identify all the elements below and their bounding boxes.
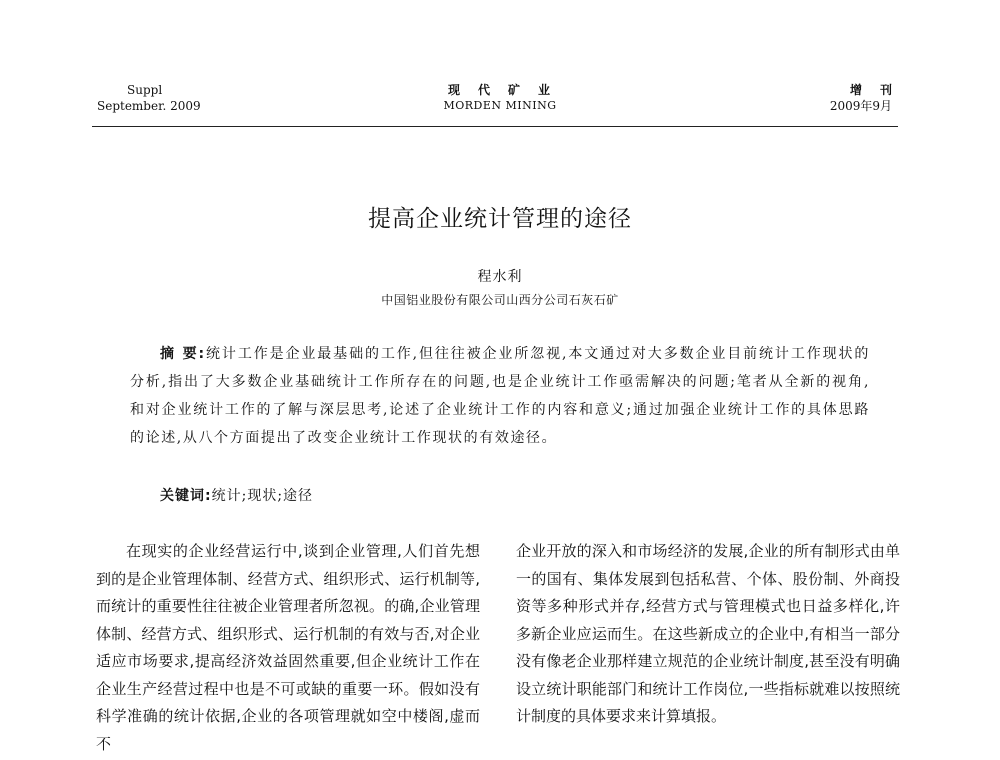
- article-title: 提高企业统计管理的途径: [368, 206, 632, 232]
- keywords: [160, 482, 760, 510]
- journal-name-en: MORDEN MINING: [443, 99, 557, 112]
- header-issue-type: Suppl: [127, 83, 163, 97]
- header-right: [780, 82, 910, 114]
- abstract: [130, 340, 870, 452]
- journal-name-cn: 现代矿业: [447, 83, 568, 97]
- keywords-label: 关键词:: [160, 488, 212, 504]
- abstract-label: 摘 要:: [160, 346, 206, 362]
- header-rule: [92, 126, 898, 127]
- body-column-left: 在现实的企业经营运行中,谈到企业管理,人们首先想到的是企业管理体制、经营方式、组织形式、运行机制等,而统计的重要性往往被企业管理者所忽视。的确,企业管理体制、经营方式、组织形式、运行机制的有效与否,对企业适应市场要求,提高经济效益固然重要,但企业统计工作在企业生产经营过程中也是不可或缺的重要一环。假如没有科学准确的统计依据,企业的各项管理就如空中楼阁,虚而不: [96, 542, 480, 753]
- abstract-text: 统计工作是企业最基础的工作,但往往被企业所忽视,本文通过对大多数企业目前统计工作现状的分析,指出了大多数企业基础统计工作所存在的问题,也是企业统计工作亟需解决的问题;笔者从全新的视角,和对企业统计工作的了解与深层思考,论述了企业统计工作的内容和意义;通过加强企业统计工作的具体思路的论述,从八个方面提出了改变企业统计工作现状的有效途径。: [130, 346, 870, 446]
- header-issue-date-cn: 2009年9月: [829, 99, 892, 113]
- header-issue-type-cn: 增刊: [849, 83, 910, 97]
- article-affiliation: 中国铝业股份有限公司山西分公司石灰石矿: [381, 293, 619, 307]
- keywords-text: 统计;现状;途径: [211, 488, 314, 504]
- header-issue-date: September. 2009: [97, 99, 201, 113]
- body-column-right: 企业开放的深入和市场经济的发展,企业的所有制形式由单一的国有、集体发展到包括私营、个体、股份制、外商投资等多种形式并存,经营方式与管理模式也日益多样化,许多新企业应运而生。在这些新成立的企业中,有相当一部分没有像老企业那样建立规范的企业统计制度,甚至没有明确设立统计职能部门和统计工作岗位,一些指标就难以按照统计制度的具体要求来计算填报。: [516, 542, 900, 725]
- article-author: 程水利: [477, 269, 523, 285]
- header-left: [97, 82, 237, 114]
- header-center: [400, 82, 600, 114]
